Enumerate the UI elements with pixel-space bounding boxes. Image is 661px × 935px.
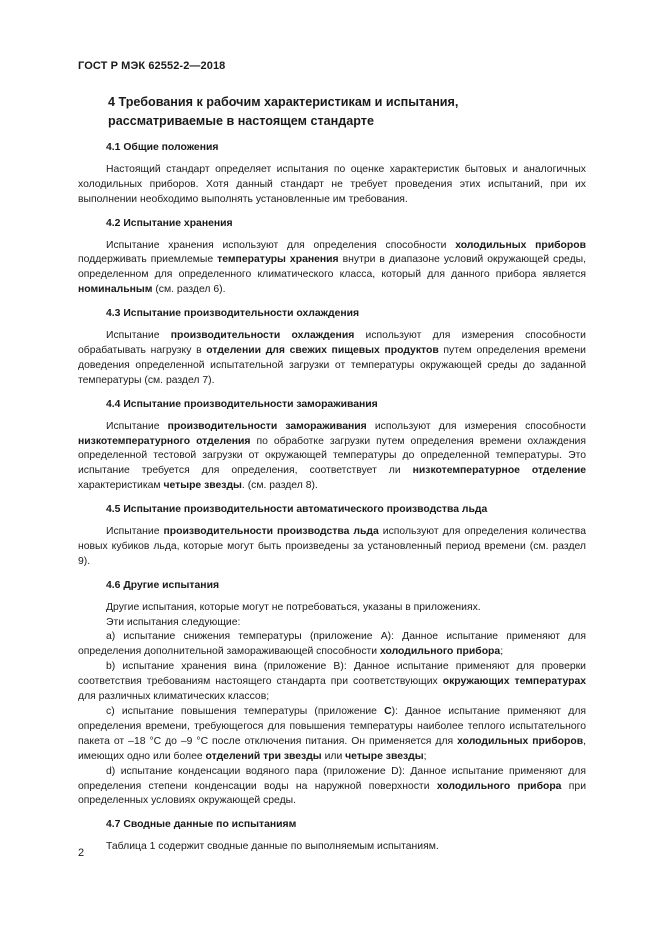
chapter-title: 4 Требования к рабочим характеристикам и испытания, рассматриваемые в настоящем стандарте — [108, 95, 459, 128]
paragraph — [78, 630, 586, 660]
section-heading: 4.4 Испытание производительности замораживания — [106, 398, 378, 410]
text-run: , имеющих одно или более — [78, 735, 586, 762]
paragraph — [78, 765, 586, 810]
text-run: ): Данное испытание применяют для определения времени, требующегося для повышения температуры наиболее теплого испытательного пакета от –18 °С до –9 °С после отключения питания. Он применяется для — [78, 706, 587, 747]
term-bold: четыре звезды — [345, 750, 424, 762]
term-bold: окружающих температурах — [442, 676, 586, 688]
text-run: ; — [423, 750, 427, 762]
term-bold: температуры хранения — [217, 254, 339, 266]
text-run: поддерживать приемлемые — [78, 254, 218, 266]
term-bold: холодильных приборов — [455, 239, 586, 251]
paragraph — [78, 660, 586, 705]
text-run: Эти испытания следующие: — [106, 616, 241, 628]
document-header: ГОСТ Р МЭК 62552-2—2018 — [78, 60, 226, 72]
text-run: . (см. раздел 8). — [241, 480, 318, 492]
text-run: характеристикам — [78, 480, 164, 492]
text-run: Испытание — [106, 330, 171, 342]
paragraph — [78, 601, 586, 616]
text-run: (см. раздел 6). — [152, 284, 226, 296]
term-bold: производительности производства льда — [163, 526, 379, 538]
term-bold: холодильного прибора — [379, 646, 501, 658]
section-heading: 4.7 Сводные данные по испытаниям — [106, 819, 297, 831]
text-run: для различных климатических классов; — [78, 691, 270, 703]
term-bold: С — [384, 706, 392, 717]
paragraph — [78, 239, 586, 299]
page-number: 2 — [78, 847, 85, 859]
text-run: c) испытание повышения температуры (приложение — [106, 706, 385, 717]
text-run: Настоящий стандарт определяет испытания по оценке характеристик бытовых и аналогичных холодильных приборов. Хотя данный стандарт не требует проведения этих испытаний, при их выполнении необходимо выполнять установленные им требования. — [78, 163, 586, 205]
paragraph — [78, 420, 586, 495]
document-body — [78, 141, 586, 855]
text-run: Испытание — [106, 420, 168, 432]
text-run: внутри в диапазоне условий окружающей среды, определенном для определенного климатического класса, который для данного прибора является — [78, 254, 586, 281]
text-run: используют для определения количества новых кубиков льда, которые могут быть произведены за установленный период времени (см. раздел 9). — [78, 526, 586, 567]
paragraph — [78, 329, 586, 389]
text-run: Испытание — [106, 526, 164, 538]
term-bold: производительности замораживания — [167, 420, 367, 432]
text-run: ; — [500, 646, 504, 658]
text-run: Испытание хранения используют для определения способности — [106, 239, 456, 251]
text-run: путем определения времени доведения определенной испытательной загрузки от температуры окружающей среды до заданной температуры (см. раздел 7). — [78, 344, 586, 386]
text-run: используют для измерения способности обрабатывать нагрузку в — [78, 330, 586, 356]
term-bold: номинальным — [78, 284, 153, 296]
text-run: a) испытание снижения температуры (приложение А): Данное испытание применяют для определения дополнительной замораживающей способности — [78, 631, 586, 658]
paragraph — [78, 705, 586, 765]
term-bold: отделений три звезды — [205, 750, 322, 762]
term-bold: низкотемпературное отделение — [412, 465, 586, 477]
text-run: Таблица 1 содержит сводные данные по выполняемым испытаниям. — [106, 841, 439, 853]
text-run: используют для измерения способности — [366, 420, 586, 432]
paragraph — [78, 163, 586, 208]
paragraph — [78, 525, 586, 570]
term-bold: низкотемпературного отделения — [78, 435, 251, 447]
section-heading: 4.3 Испытание производительности охлаждения — [106, 308, 360, 320]
paragraph — [78, 840, 586, 855]
term-bold: производительности охлаждения — [170, 330, 355, 342]
term-bold: отделении для свежих пищевых продуктов — [206, 344, 439, 356]
term-bold: холодильных приборов — [457, 735, 584, 747]
section-heading: 4.5 Испытание производительности автоматического производства льда — [106, 504, 488, 516]
section-heading: 4.2 Испытание хранения — [106, 217, 233, 229]
text-run: d) испытание конденсации водяного пара (приложение D): Данное испытание применяют для определения степени конденсации воды на наружной поверхности — [78, 765, 586, 792]
text-run: Другие испытания, которые могут не потребоваться, указаны в приложениях. — [106, 601, 481, 613]
text-run: при определенных условиях окружающей среды. — [78, 780, 586, 807]
paragraph — [78, 616, 586, 631]
text-run: b) испытание хранения вина (приложение В): Данное испытание применяют для проверки соответствия требованиям настоящего стандарта при соответствующих — [78, 661, 586, 688]
section-heading: 4.1 Общие положения — [106, 142, 219, 153]
term-bold: холодильного прибора — [436, 780, 562, 792]
term-bold: четыре звезды — [163, 480, 242, 492]
text-run: или — [321, 750, 346, 762]
section-heading: 4.6 Другие испытания — [106, 579, 220, 591]
text-run: по обработке загрузки путем определения времени охлаждения определенной тестовой загрузки от окружающей температуры до определенной температуры. Это испытание требуется для определения, соответствует ли — [78, 435, 586, 477]
